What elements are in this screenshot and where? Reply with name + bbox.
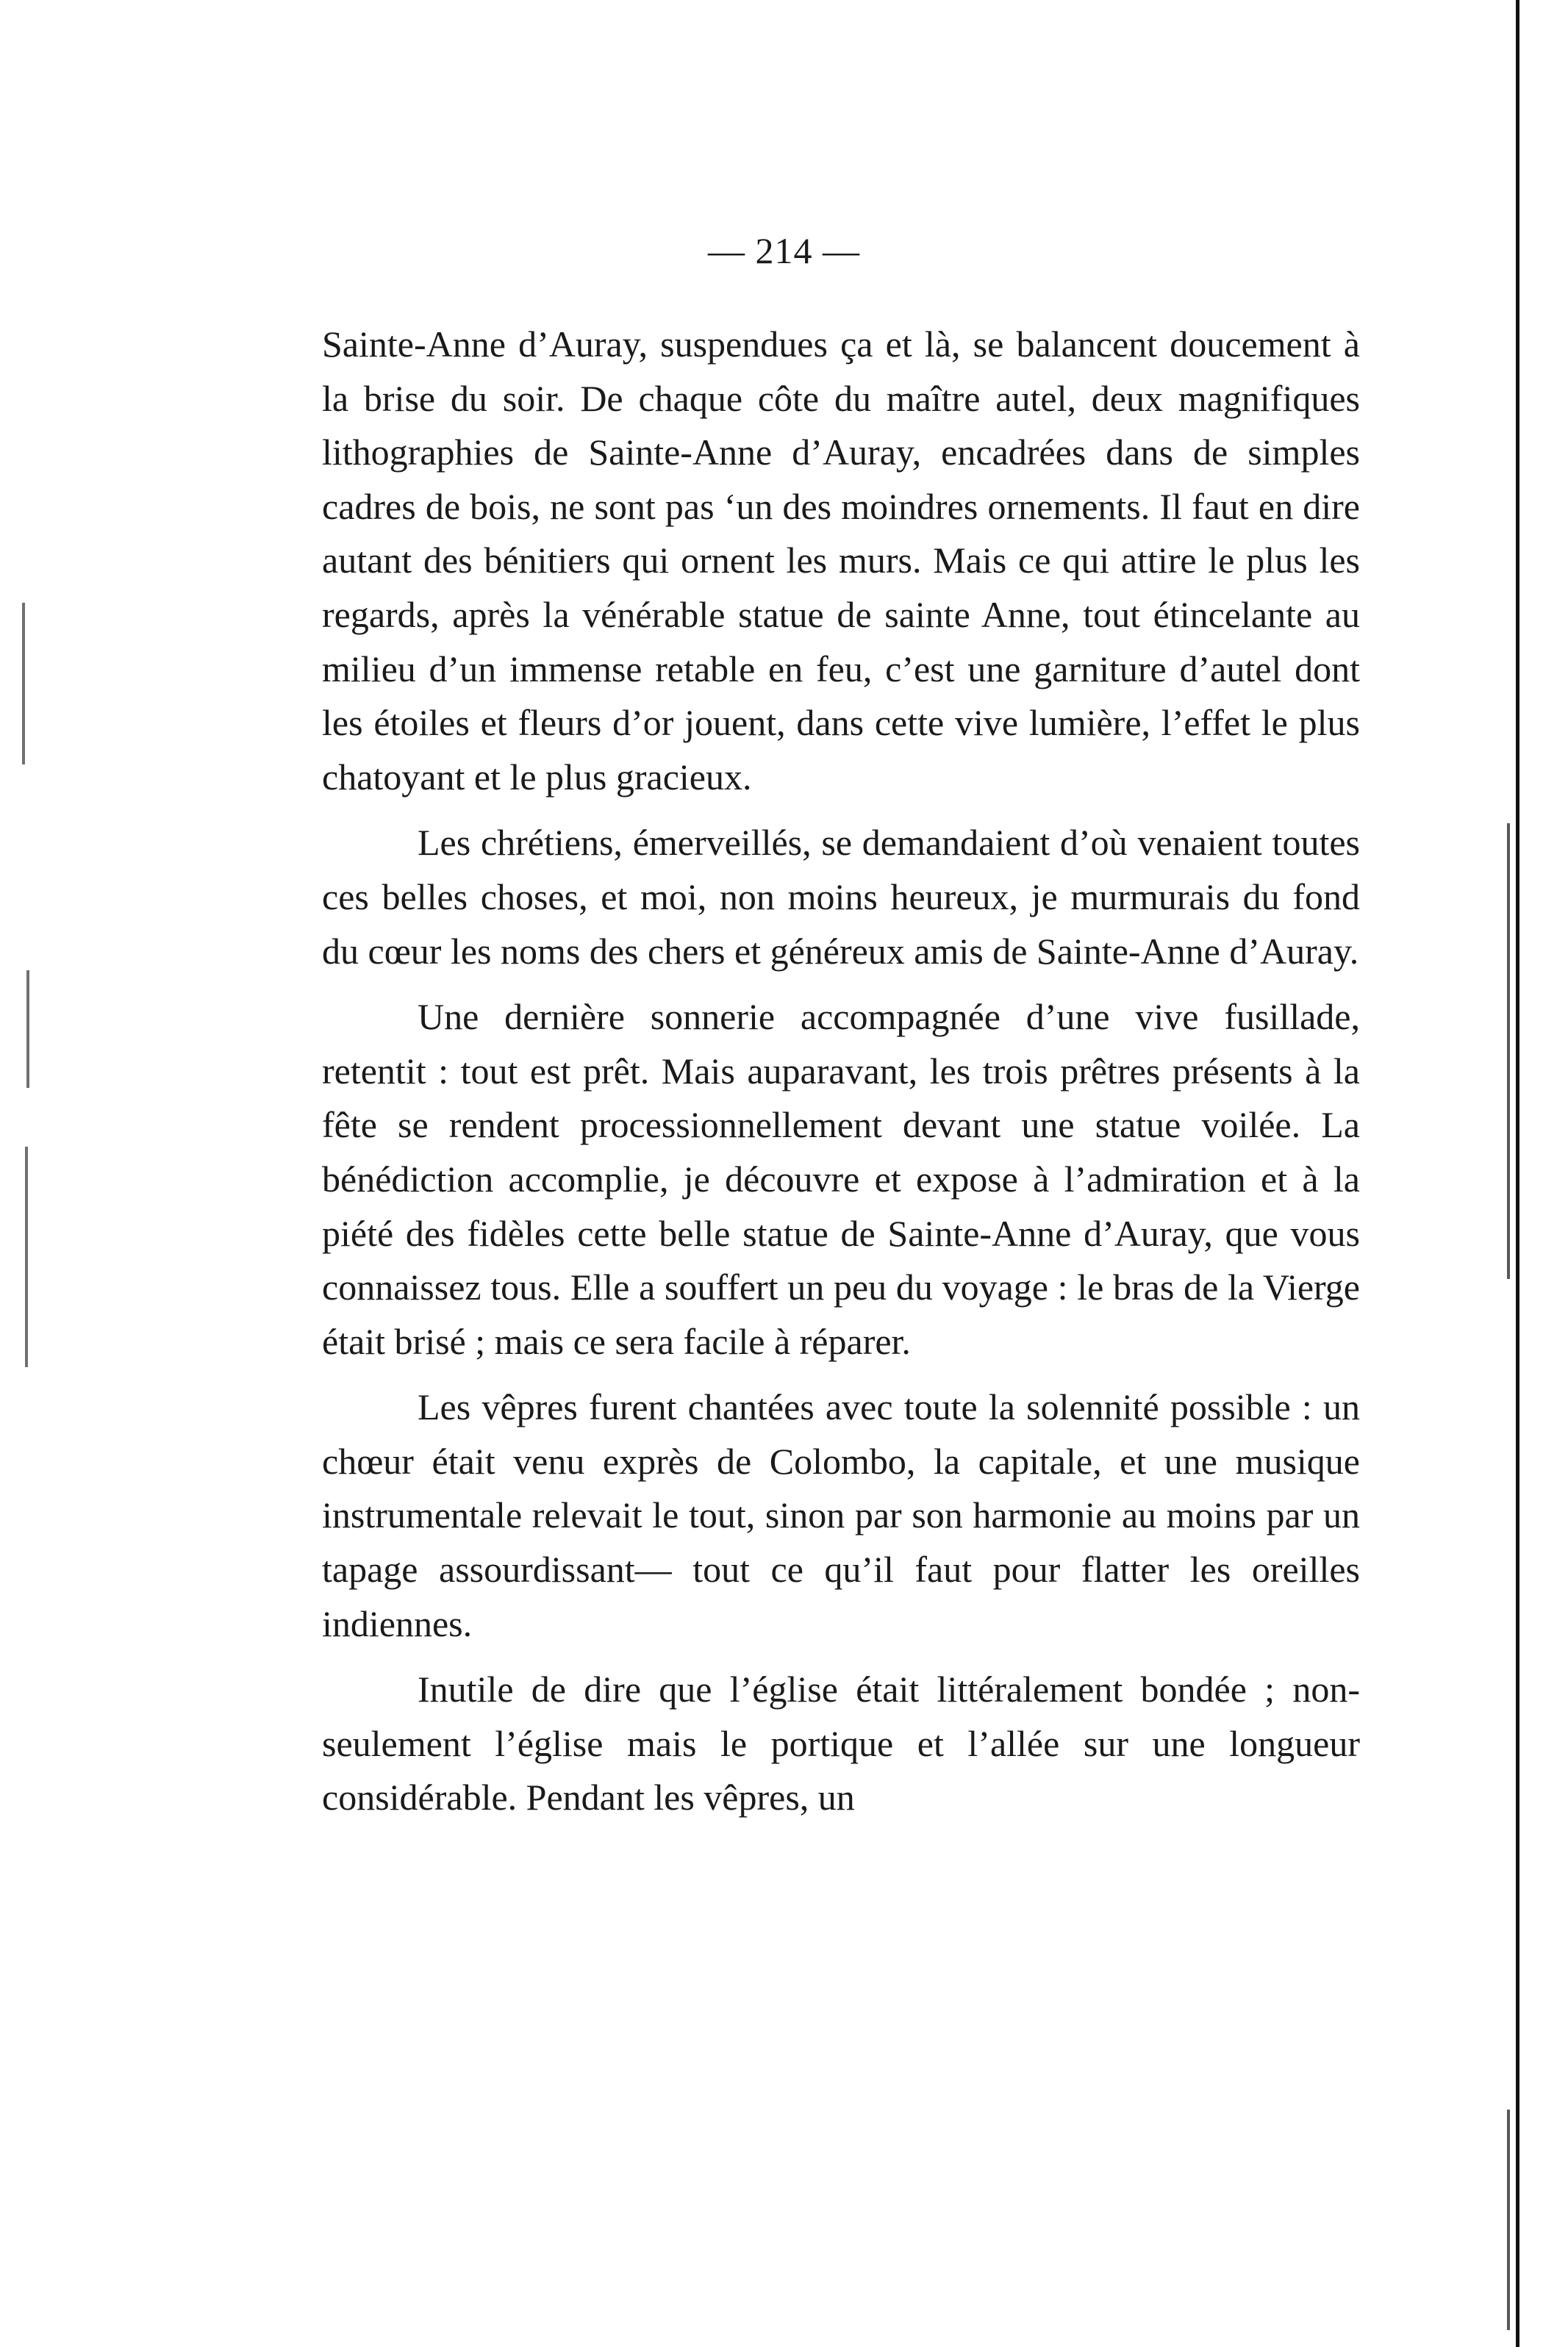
scan-edge-left-mark bbox=[26, 970, 29, 1088]
paragraph: Les vêpres furent chantées avec toute la solennité possible : un chœur était venu exprès de Colombo, la capitale, et une musique instrumentale relevait le tout, sinon par son harmonie au moins par un tapage assourdissant— tout ce qu’il faut pour flatter les oreilles indiennes. bbox=[322, 1386, 1360, 1644]
scan-edge-left-mark bbox=[22, 603, 25, 764]
paragraph: Les chrétiens, émerveillés, se demandaient d’où venaient toutes ces belles choses, et moi, non moins heureux, je murmurais du fond du cœur les noms des chers et généreux amis de Sainte-Anne d’Auray. bbox=[322, 822, 1360, 972]
page-number: — 214 — bbox=[708, 230, 860, 271]
body-text bbox=[322, 318, 1360, 1837]
scan-edge-right-mark bbox=[1507, 2110, 1510, 2330]
scan-edge-left-mark bbox=[25, 1147, 28, 1367]
scan-edge-right bbox=[1516, 0, 1519, 2347]
paragraph: Sainte-Anne d’Auray, suspendues ça et là, se balancent doucement à la brise du soir. De chaque côte du maître autel, deux magnifiques lithographies de Sainte-Anne d’Auray, encadrées dans de simples cadres de bois, ne sont pas ‘un des moindres ornements. Il faut en dire autant des bénitiers qui ornent les murs. Mais ce qui attire le plus les regards, après la vénérable statue de sainte Anne, tout étincelante au milieu d’un immense retable en feu, c’est une garniture d’autel dont les étoiles et fleurs d’or jouent, dans cette vive lumière, l’effet le plus chatoyant et le plus gracieux. bbox=[322, 323, 1360, 798]
scan-edge-right-mark bbox=[1507, 823, 1510, 1279]
paragraph: Inutile de dire que l’église était littéralement bondée ; non-seulement l’église mais le portique et l’allée sur une longueur considérable. Pendant les vêpres, un bbox=[322, 1669, 1360, 1819]
paragraph: Une dernière sonnerie accompagnée d’une vive fusillade, retentit : tout est prêt. Mais auparavant, les trois prêtres présents à la fête se rendent processionnellement devant une statue voilée. La bénédiction accomplie, je découvre et expose à l’admiration et à la piété des fidèles cette belle statue de Sainte-Anne d’Auray, que vous connaissez tous. Elle a souffert un peu du voyage : le bras de la Vierge était brisé ; mais ce sera facile à réparer. bbox=[322, 996, 1360, 1362]
